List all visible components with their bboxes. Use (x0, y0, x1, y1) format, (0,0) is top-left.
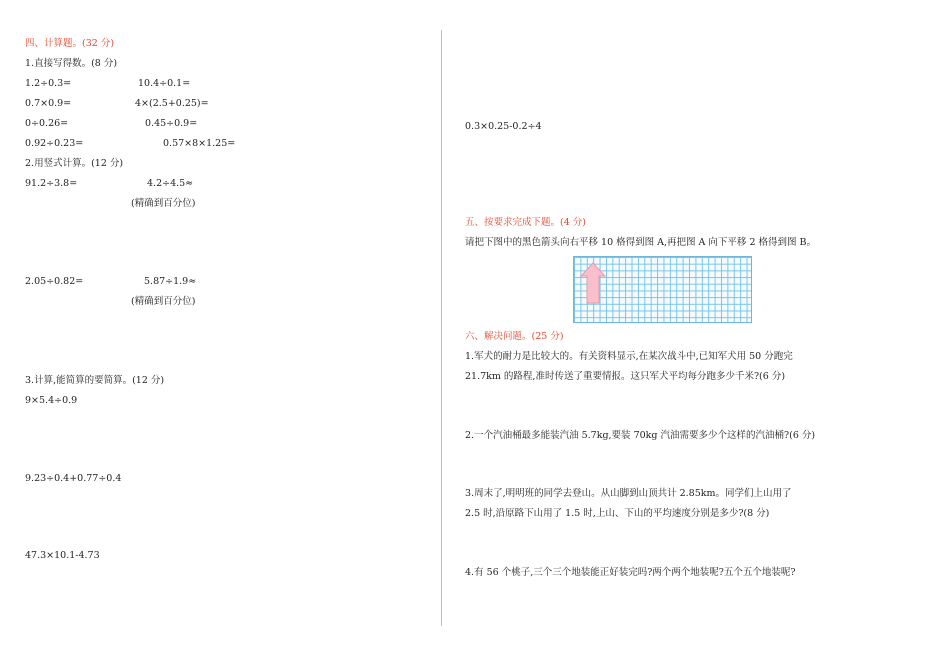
q2-item-1: 91.2÷3.8= (25, 178, 78, 189)
q1-item-1: 1.2÷0.3= (25, 78, 72, 89)
q3-item-1: 9×5.4÷0.9 (25, 395, 78, 406)
q1-item-2: 10.4÷0.1= (138, 78, 191, 89)
section-6-title: 六、解决问题。(25 分) (465, 331, 564, 342)
q2-precision-note-1: (精确到百分位) (131, 198, 196, 209)
q2-item-4: 5.87÷1.9≈ (144, 276, 197, 287)
q1-item-4: 4×(2.5+0.25)= (135, 98, 209, 109)
q1-item-6: 0.45÷0.9= (145, 118, 198, 129)
q1-item-7: 0.92÷0.23= (25, 138, 84, 149)
q1-title: 1.直接写得数。(8 分) (25, 58, 118, 69)
q1-item-3: 0.7×0.9= (25, 98, 72, 109)
q1-item-8: 0.57×8×1.25= (163, 138, 236, 149)
q2-item-3: 2.05÷0.82= (25, 276, 84, 287)
arrow-up-icon (580, 262, 606, 304)
q1-item-5: 0÷0.26= (25, 118, 69, 129)
section-5-text: 请把下图中的黑色箭头向右平移 10 格得到图 A,再把图 A 向下平移 2 格得到图 B。 (465, 237, 817, 248)
problem-4: 4.有 56 个桃子,三个三个地装能正好装完吗?两个两个地装呢?五个五个地装呢? (465, 567, 796, 578)
q2-item-2: 4.2÷4.5≈ (147, 178, 194, 189)
column-divider (441, 30, 442, 626)
problem-1-line-1: 1.军犬的耐力是比较大的。有关资料显示,在某次战斗中,已知军犬用 50 分跑完 (465, 351, 793, 362)
section-4-title: 四、计算题。(32 分) (25, 38, 115, 49)
section-5-title: 五、按要求完成下题。(4 分) (465, 217, 586, 228)
problem-1-line-2: 21.7km 的路程,准时传送了重要情报。这只军犬平均每分跑多少千米?(6 分) (465, 371, 786, 382)
q3-item-3: 47.3×10.1-4.73 (25, 550, 100, 561)
q3-title: 3.计算,能简算的要简算。(12 分) (25, 375, 165, 386)
q2-title: 2.用竖式计算。(12 分) (25, 158, 124, 169)
calc-continued: 0.3×0.25-0.2÷4 (465, 121, 542, 132)
problem-3-line-1: 3.周末了,明明班的同学去登山。从山脚到山顶共计 2.85km。同学们上山用了 (465, 488, 792, 499)
q3-item-2: 9.23÷0.4+0.77÷0.4 (25, 473, 122, 484)
q2-precision-note-2: (精确到百分位) (131, 296, 196, 307)
problem-2: 2.一个汽油桶最多能装汽油 5.7kg,要装 70kg 汽油需要多少个这样的汽油桶?(6 分) (465, 430, 816, 441)
problem-3-line-2: 2.5 时,沿原路下山用了 1.5 时,上山、下山的平均速度分别是多少?(8 分) (465, 508, 770, 519)
